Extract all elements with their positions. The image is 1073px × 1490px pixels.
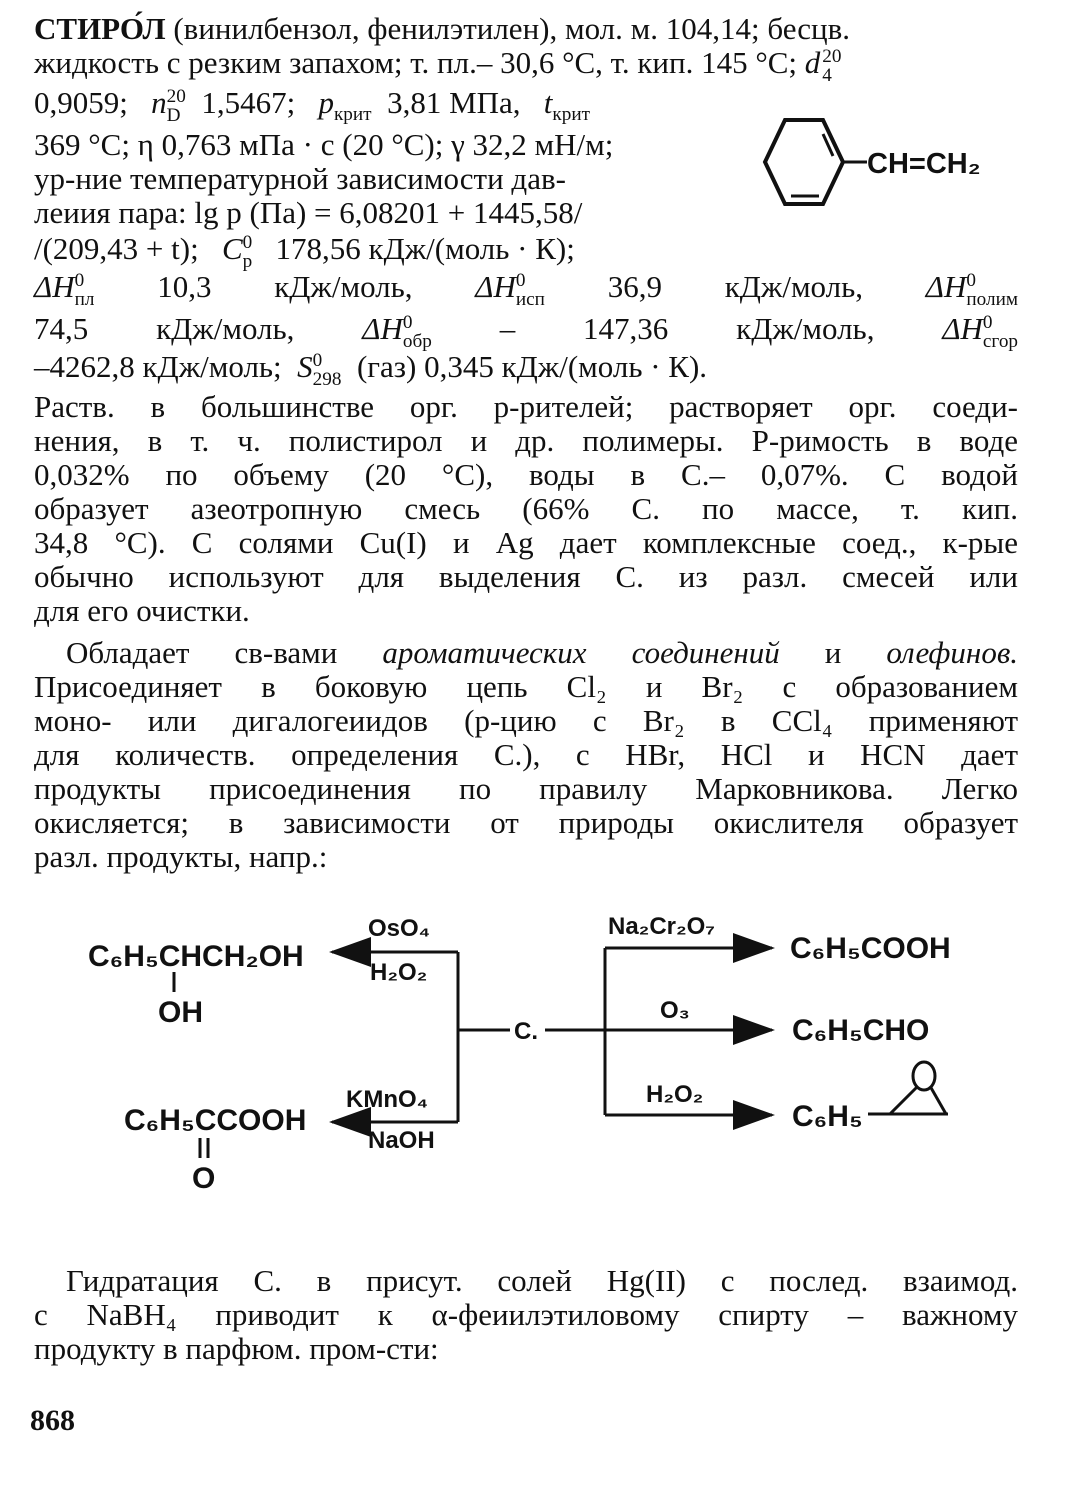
refractive-value: 1,5467; xyxy=(201,85,296,120)
solubility-line-3 xyxy=(34,458,1018,492)
styrene-center-label: С. xyxy=(514,1018,538,1045)
reactivity-line-6 xyxy=(34,806,1018,840)
entropy-sub: 298 xyxy=(312,368,342,390)
enthalpy-formation-symbol: ΔH xyxy=(362,311,403,346)
enthalpy-combustion-sup: 0 xyxy=(982,311,993,333)
refractive-symbol: n xyxy=(151,85,167,120)
styrene-structure xyxy=(735,112,1025,222)
enthalpy-formation-sub: обр xyxy=(402,330,432,352)
density-value: 0,9059; xyxy=(34,85,128,120)
solubility-text: обычно используют для выделения С. из разл. смесей или xyxy=(34,559,1018,594)
pressure-sub: крит xyxy=(333,104,372,126)
enthalpy-polymerization-sup: 0 xyxy=(966,269,976,291)
enthalpy-fusion-symbol: ΔH xyxy=(34,269,75,304)
article-line-4 xyxy=(34,128,613,162)
density-sub: 4 xyxy=(822,64,832,86)
reactivity-line-3 xyxy=(34,704,1018,738)
temperature-sub: крит xyxy=(552,104,591,126)
olefins-link: олефинов. xyxy=(886,635,1019,670)
enthalpy-formation-value: – 147,36 кДж/моль, xyxy=(499,311,875,346)
solubility-text: 0,032% по объему (20 °С), воды в С.– 0,07%. С водой xyxy=(34,457,1018,492)
entropy-sup: 0 xyxy=(312,349,323,371)
article-headword: СТИРО́Л xyxy=(34,11,166,46)
benzaldehyde-product: C₆H₅CHO xyxy=(792,1014,930,1047)
enthalpy-vaporization-symbol: ΔH xyxy=(475,269,516,304)
oxidation-scheme xyxy=(0,890,1073,1210)
hydration-line-2 xyxy=(34,1298,1018,1332)
reagent-sodium-hydroxide: NaOH xyxy=(368,1127,435,1154)
density-symbol: d xyxy=(804,45,821,80)
solubility-line-7 xyxy=(34,594,250,628)
refractive-sub: D xyxy=(166,104,181,126)
article-synonyms: (винилбензол, фенилэтилен), мол. м. 104,14; бесцв. xyxy=(173,11,851,46)
enthalpy-polymerization-value: 74,5 кДж/моль, xyxy=(34,311,295,346)
heat-capacity-symbol: C xyxy=(221,231,243,266)
enthalpy-vaporization-sup: 0 xyxy=(515,269,526,291)
benzene-ring xyxy=(765,120,843,204)
solubility-text: для его очистки. xyxy=(34,593,250,628)
vapor-pressure-end: /(209,43 + t); xyxy=(34,231,199,266)
solubility-text: Раств. в большинстве орг. р-рителей; растворяет орг. соеди- xyxy=(34,389,1018,424)
glycol-product: C₆H₅CHCH₂OH xyxy=(88,940,304,973)
reactivity-text: Присоединяет в боковую цепь Cl₂ и Br₂ с образованием xyxy=(34,669,1018,704)
reactivity-line-7 xyxy=(34,840,327,874)
reagent-ozone: O₃ xyxy=(660,997,690,1024)
reagent-permanganate: KMnO₄ xyxy=(346,1086,429,1113)
enthalpy-polymerization-sub: полим xyxy=(966,288,1018,310)
heat-capacity-sub: p xyxy=(242,250,253,272)
reactivity-line-1 xyxy=(66,636,1018,670)
reactivity-intro: Обладает св-вами xyxy=(66,635,338,670)
article-line-2 xyxy=(34,46,842,85)
solubility-text: образует азеотропную смесь (66% С. по массе, т. кип. xyxy=(34,491,1018,526)
epoxide-product: C₆H₅ xyxy=(792,1100,863,1133)
hydration-text: продукту в парфюм. пром-сти: xyxy=(34,1331,439,1366)
glycol-hydroxyl: OH xyxy=(158,996,203,1029)
article-line-10 xyxy=(34,350,707,389)
hydration-text: с NaBH₄ приводит к α-феиилэтиловому спирту – важному xyxy=(34,1297,1018,1332)
reactivity-text: продукты присоединения по правилу Марковникова. Легко xyxy=(34,771,1018,806)
keto-oxygen: O xyxy=(192,1162,216,1195)
article-line-8 xyxy=(34,270,1018,309)
solubility-line-2 xyxy=(34,424,1018,458)
reagent-osmium-tetroxide: OsO₄ xyxy=(368,915,431,942)
article-line-5 xyxy=(34,162,566,196)
reactivity-text: окисляется; в зависимости от природы окислителя образует xyxy=(34,805,1018,840)
vapor-pressure-equation: леиия пара: lg p (Па) = 6,08201 + 1445,58/ xyxy=(34,195,583,230)
page-number: 868 xyxy=(30,1404,75,1437)
solubility-line-1 xyxy=(34,390,1018,424)
enthalpy-fusion-value: 10,3 кДж/моль, xyxy=(157,269,413,304)
viscosity-tension-text: 369 °С; η 0,763 мПа · с (20 °С); γ 32,2 мН/м; xyxy=(34,127,614,162)
epoxide-ring xyxy=(868,1062,948,1114)
reactivity-text: разл. продукты, напр.: xyxy=(34,839,328,874)
entropy-value: (газ) 0,345 кДж/(моль · К). xyxy=(356,349,708,384)
enthalpy-formation-sup: 0 xyxy=(402,311,413,333)
reagent-hydrogen-peroxide-left: H₂O₂ xyxy=(370,959,428,986)
reactivity-conjunction: и xyxy=(824,635,842,670)
benzoic-acid-product: C₆H₅COOH xyxy=(790,932,951,965)
hydration-text: Гидратация С. в присут. солей Hg(II) с послед. взаимод. xyxy=(66,1263,1018,1298)
article-line-1 xyxy=(34,12,1018,46)
pressure-value: 3,81 МПа, xyxy=(387,85,521,120)
solubility-line-4 xyxy=(34,492,1018,526)
solubility-line-5 xyxy=(34,526,1018,560)
density-sup: 20 xyxy=(822,45,842,67)
phenylglyoxylic-product: C₆H₅CCOOH xyxy=(124,1104,307,1137)
hydration-line-3 xyxy=(34,1332,439,1366)
article-line-3 xyxy=(34,86,590,125)
reactivity-text: моно- или дигалогеиидов (р-цию с Br₂ в CCl₄ применяют xyxy=(34,703,1018,738)
article-line-6 xyxy=(34,196,582,230)
enthalpy-combustion-sub: сгор xyxy=(982,330,1019,352)
vinyl-group: CH=CH₂ xyxy=(867,148,981,180)
solubility-text: нения, в т. ч. полистирол и др. полимеры. Р-римость в воде xyxy=(34,423,1018,458)
reactivity-line-2 xyxy=(34,670,1018,704)
reactivity-text: для количеств. определения С.), с HBr, HCl и HCN дает xyxy=(34,737,1018,772)
enthalpy-fusion-sup: 0 xyxy=(74,269,85,291)
enthalpy-vaporization-sub: исп xyxy=(515,288,545,310)
enthalpy-vaporization-value: 36,9 кДж/моль, xyxy=(607,269,864,304)
hydration-line-1 xyxy=(66,1264,1018,1298)
heat-capacity-sup: 0 xyxy=(242,231,253,253)
temperature-symbol: t xyxy=(543,85,553,120)
enthalpy-fusion-sub: пл xyxy=(74,288,95,310)
pressure-symbol: p xyxy=(318,85,334,120)
entropy-symbol: S xyxy=(297,349,313,384)
enthalpy-polymerization-symbol: ΔH xyxy=(925,269,967,304)
refractive-sup: 20 xyxy=(166,85,186,107)
aromatic-compounds-link: ароматических соединений xyxy=(382,635,780,670)
reactivity-line-5 xyxy=(34,772,1018,806)
article-line-7 xyxy=(34,232,575,271)
enthalpy-combustion-value: –4262,8 кДж/моль; xyxy=(34,349,282,384)
solubility-line-6 xyxy=(34,560,1018,594)
melting-boiling-text: жидкость с резким запахом; т. пл.– 30,6 °С, т. кип. 145 °С; xyxy=(34,45,798,80)
article-line-9 xyxy=(34,312,1018,351)
reagent-dichromate: Na₂Cr₂O₇ xyxy=(608,913,715,940)
heat-capacity-value: 178,56 кДж/(моль · К); xyxy=(275,231,575,266)
enthalpy-combustion-symbol: ΔH xyxy=(942,311,983,346)
reagent-hydrogen-peroxide-right: H₂O₂ xyxy=(646,1081,704,1108)
vapor-pressure-intro: ур-ние температурной зависимости дав- xyxy=(34,161,566,196)
reactivity-line-4 xyxy=(34,738,1018,772)
solubility-text: 34,8 °С). С солями Cu(I) и Ag дает комплексные соед., к-рые xyxy=(34,525,1018,560)
